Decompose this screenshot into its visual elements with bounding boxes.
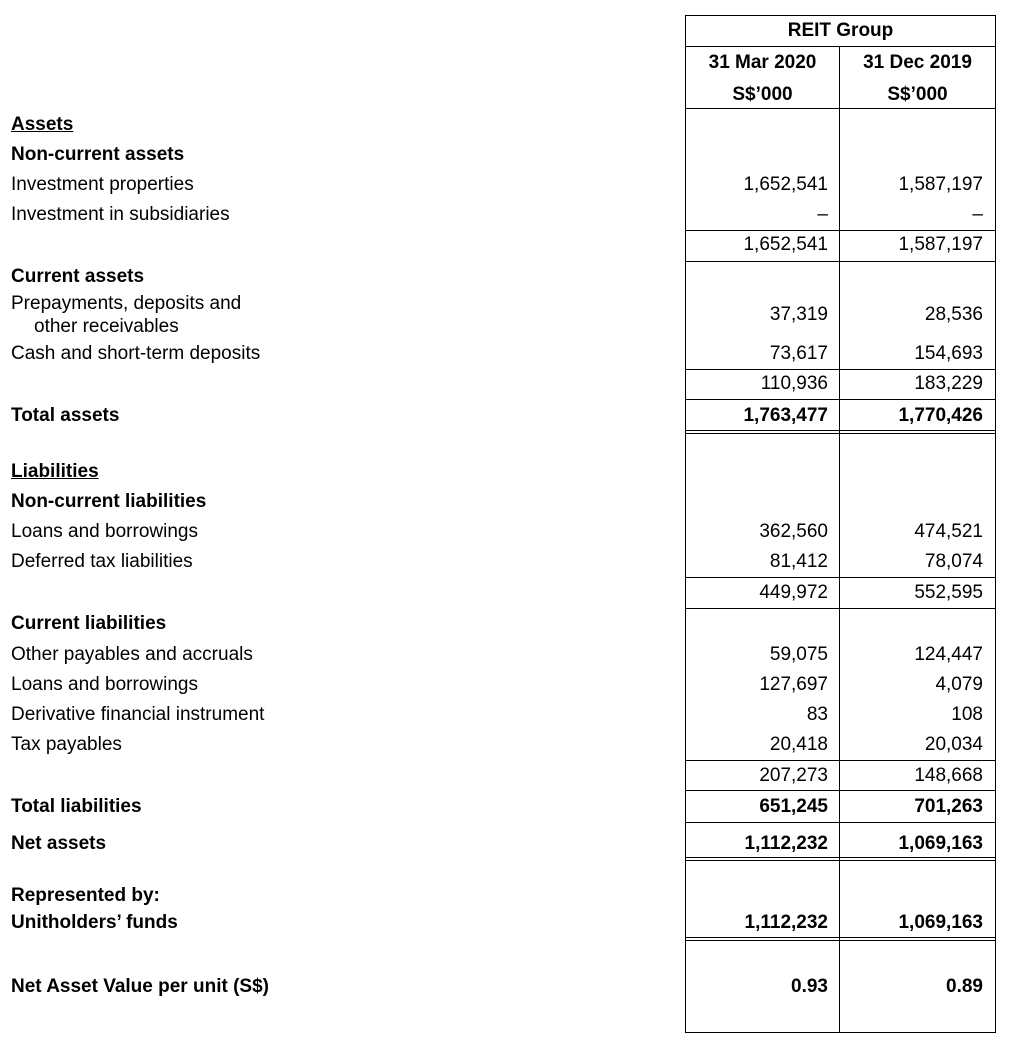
table-right-border (995, 15, 996, 1033)
row-value-investment-properties-2020: 1,652,541 (743, 174, 828, 195)
row-label-net-assets: Net assets (11, 833, 107, 854)
section-assets: Assets (11, 114, 74, 135)
col2-unit: S$’000 (887, 84, 948, 105)
row-value-ncl-loans-2019: 474,521 (914, 521, 983, 542)
row-value-derivative-2020: 83 (806, 704, 828, 725)
row-value-cl-loans-2020: 127,697 (759, 674, 828, 695)
row-value-investment-properties-2019: 1,587,197 (898, 174, 983, 195)
subsection-current-liabilities: Current liabilities (11, 613, 167, 634)
row-label-other-payables: Other payables and accruals (11, 644, 253, 665)
subsection-non-current-liabilities: Non-current liabilities (11, 491, 207, 512)
row-value-net-assets-2020: 1,112,232 (744, 833, 828, 854)
subsection-current-assets: Current assets (11, 266, 145, 287)
row-value-tax-payables-2020: 20,418 (769, 734, 828, 755)
row-value-total-liabilities-2020: 651,245 (759, 796, 828, 817)
row-label-tax-payables: Tax payables (11, 734, 122, 755)
table-left-border (685, 15, 686, 1033)
ca-subtotal-2019: 183,229 (914, 373, 983, 394)
header-bottom-border (685, 108, 996, 109)
rule-cl-subtotal-top (685, 760, 996, 761)
row-value-cl-loans-2019: 4,079 (935, 674, 983, 695)
rule-ncl-subtotal-bottom (685, 608, 996, 609)
section-liabilities: Liabilities (11, 461, 99, 482)
row-label-cl-loans: Loans and borrowings (11, 674, 198, 695)
col2-date: 31 Dec 2019 (863, 52, 972, 73)
rule-net-assets-double-1 (685, 857, 996, 858)
nca-subtotal-2020: 1,652,541 (743, 234, 828, 255)
nca-subtotal-2019: 1,587,197 (898, 234, 983, 255)
row-value-deferred-tax-2019: 78,074 (924, 551, 983, 572)
rule-nca-subtotal-top (685, 230, 996, 231)
row-value-deferred-tax-2020: 81,412 (769, 551, 828, 572)
row-value-prepayments-2019: 28,536 (924, 304, 983, 325)
rule-total-assets-double-1 (685, 430, 996, 431)
row-label-cash: Cash and short-term deposits (11, 343, 261, 364)
ca-subtotal-2020: 110,936 (760, 373, 828, 394)
col1-unit: S$’000 (732, 84, 793, 105)
row-value-unitholders-funds-2020: 1,112,232 (744, 912, 828, 933)
row-value-cash-2020: 73,617 (769, 343, 828, 364)
rule-nca-subtotal-bottom (685, 261, 996, 262)
row-label-derivative: Derivative financial instrument (11, 704, 265, 725)
header-top-border (685, 15, 996, 16)
rule-total-assets-double-2 (685, 433, 996, 434)
row-label-deferred-tax: Deferred tax liabilities (11, 551, 193, 572)
rule-cl-subtotal-bottom (685, 790, 996, 791)
column-divider (839, 46, 840, 1033)
row-label-prepayments-line1: Prepayments, deposits and (11, 293, 242, 314)
row-value-total-liabilities-2019: 701,263 (914, 796, 983, 817)
represented-by-heading: Represented by: (11, 885, 160, 906)
col1-date: 31 Mar 2020 (708, 52, 817, 73)
row-value-unitholders-funds-2019: 1,069,163 (898, 912, 983, 933)
rule-ncl-subtotal-top (685, 577, 996, 578)
row-label-prepayments-line2: other receivables (34, 316, 179, 337)
rule-total-liabilities-bottom (685, 822, 996, 823)
row-value-investment-subsidiaries-2020: – (817, 204, 828, 225)
row-label-unitholders-funds: Unitholders’ funds (11, 912, 178, 933)
row-value-nav-per-unit-2020: 0.93 (791, 976, 828, 997)
rule-ca-subtotal-bottom (685, 399, 996, 400)
row-label-investment-subsidiaries: Investment in subsidiaries (11, 204, 230, 225)
table-bottom-border (685, 1032, 996, 1033)
subsection-non-current-assets: Non-current assets (11, 144, 185, 165)
header-group-divider (685, 46, 996, 47)
row-label-total-liabilities: Total liabilities (11, 796, 142, 817)
row-value-cash-2019: 154,693 (914, 343, 983, 364)
row-value-other-payables-2020: 59,075 (769, 644, 828, 665)
row-value-ncl-loans-2020: 362,560 (759, 521, 828, 542)
row-value-investment-subsidiaries-2019: – (972, 204, 983, 225)
rule-ca-subtotal-top (685, 369, 996, 370)
cl-subtotal-2020: 207,273 (759, 765, 828, 786)
row-label-total-assets: Total assets (11, 405, 120, 426)
row-label-nav-per-unit: Net Asset Value per unit (S$) (11, 976, 269, 997)
row-value-tax-payables-2019: 20,034 (924, 734, 983, 755)
ncl-subtotal-2019: 552,595 (914, 582, 983, 603)
ncl-subtotal-2020: 449,972 (759, 582, 828, 603)
rule-unitholders-double-1 (685, 937, 996, 938)
group-heading: REIT Group (787, 20, 894, 41)
row-value-total-assets-2019: 1,770,426 (898, 405, 983, 426)
row-value-nav-per-unit-2019: 0.89 (946, 976, 983, 997)
row-value-net-assets-2019: 1,069,163 (898, 833, 983, 854)
row-value-total-assets-2020: 1,763,477 (743, 405, 828, 426)
row-label-ncl-loans: Loans and borrowings (11, 521, 198, 542)
row-value-derivative-2019: 108 (951, 704, 983, 725)
row-label-investment-properties: Investment properties (11, 174, 194, 195)
rule-net-assets-double-2 (685, 860, 996, 861)
rule-unitholders-double-2 (685, 940, 996, 941)
row-value-other-payables-2019: 124,447 (914, 644, 983, 665)
row-value-prepayments-2020: 37,319 (769, 304, 828, 325)
cl-subtotal-2019: 148,668 (914, 765, 983, 786)
